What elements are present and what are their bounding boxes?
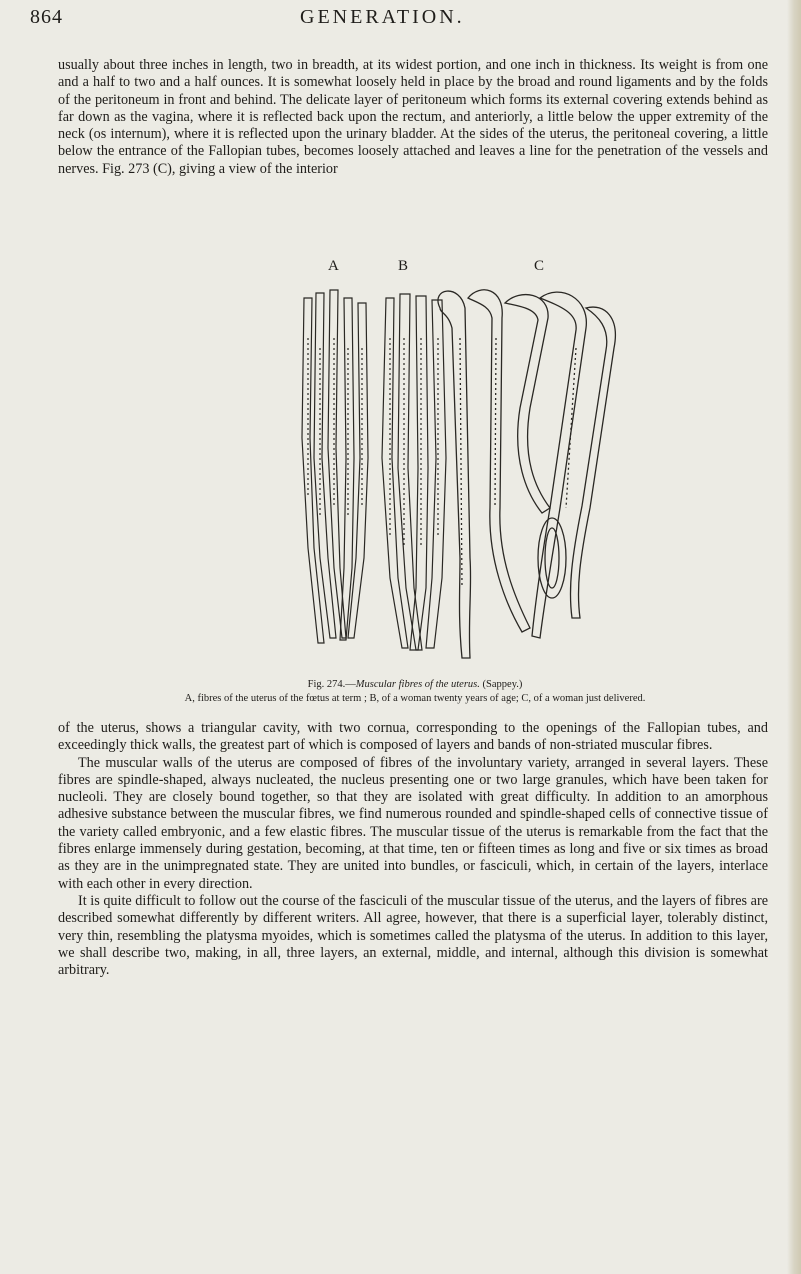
page-number: 864 [30, 6, 63, 28]
running-title: GENERATION. [300, 6, 465, 28]
body-text [58, 720, 768, 979]
figure-274 [290, 258, 670, 668]
paragraph-2: of the uterus, shows a triangular cavity, with two cornua, corresponding to the openings of the Fallopian tubes, and exceedingly thick walls, the greatest part of which is composed of layers and bands of non-striated muscular fibres. [58, 720, 768, 754]
figure-caption [60, 678, 770, 706]
fibres-c [438, 290, 615, 658]
paragraph-1: usually about three inches in length, two in breadth, at its widest portion, and one inch in thickness. Its weight is from one and a half to two and a half ounces. It is somewhat loosely held in place by the broad and round ligaments and by the folds of the peritoneum in front and behind. The delicate layer of peritoneum which forms its external covering extends behind as far down as the vagina, where it is reflected back upon the rectum, and anteriorly, a little below the upper extremity of the neck (os internum), where it is reflected upon the urinary bladder. At the sides of the uterus, the peritoneal covering, a little below the entrance of the Fallopian tubes, becomes loosely attached and leaves a line for the penetration of the vessels and nerves. Fig. 273 (C), giving a view of the interior [58, 57, 768, 177]
paragraph-4: It is quite difficult to follow out the course of the fasciculi of the muscular tissue of the uterus, and the layers of fibres are described somewhat differently by different writers. All agree, however, that there is a superficial layer, tolerably distinct, very thin, resembling the platysma myoides, which is sometimes called the platysma of the uterus. In addition to this layer, we shall describe two, making, in all, three layers, an external, middle, and internal, although this division is somewhat arbitrary. [58, 892, 768, 979]
paragraph-3: The muscular walls of the uterus are composed of fibres of the involuntary variety, arranged in several layers. These fibres are spindle-shaped, always nucleated, the nucleus presenting one or two large granules, which have been taken for nucleoli. They are closely bound together, so that they are isolated with great difficulty. In addition to an amorphous adhesive substance between the muscular fibres, we find numerous rounded and spindle-shaped cells of connective tissue of the variety called embryonic, and a few elastic fibres. The muscular tissue of the uterus is remarkable from the fact that the fibres enlarge immensely during gestation, becoming, at that time, ten or fifteen times as long and five or six times as broad as they are in the unimpregnated state. They are united into bundles, or fasciculi, which, in certain of the layers, interlace with each other in every direction. [58, 754, 768, 892]
caption-prefix: Fig. 274.— [307, 679, 356, 690]
caption-title: Muscular fibres of the uterus. [355, 679, 480, 690]
page-edge [787, 0, 801, 1274]
figure-label-a: A [328, 258, 339, 274]
fibres-b [382, 294, 446, 650]
figure-label-b: B [398, 258, 409, 274]
caption-detail: A, fibres of the uterus of the fœtus at term ; B, of a woman twenty years of age; C, of a woman just delivered. [184, 693, 646, 704]
running-head [30, 6, 770, 36]
figure-label-c: C [534, 258, 545, 274]
muscular-fibres-illustration [290, 258, 670, 668]
caption-source: (Sappey.) [479, 679, 523, 690]
fibres-a [302, 290, 368, 643]
